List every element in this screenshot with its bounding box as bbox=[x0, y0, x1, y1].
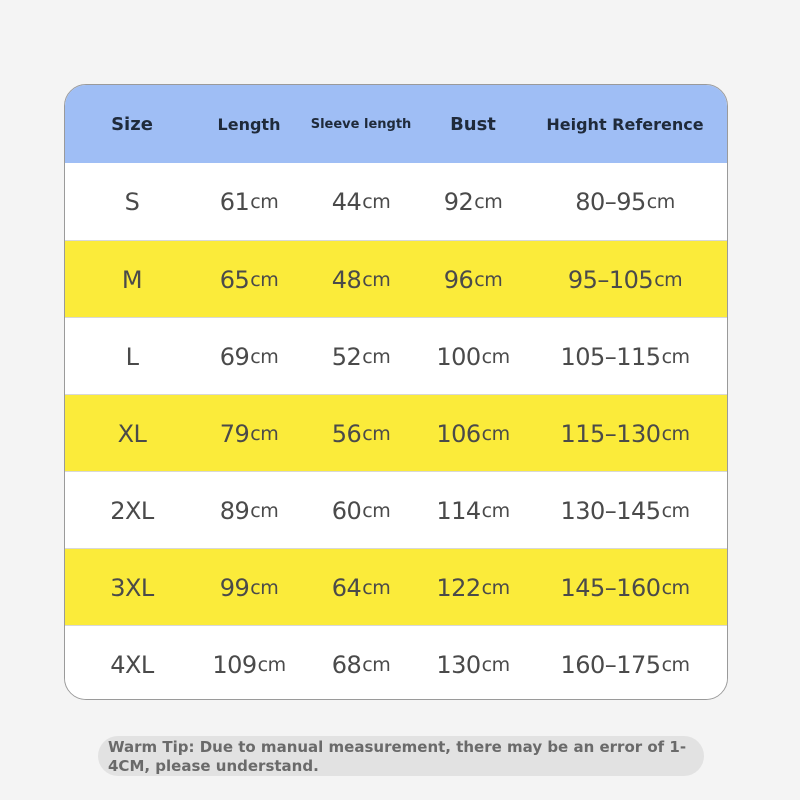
cell-value: XL bbox=[117, 419, 147, 448]
cell-sleeve-length bbox=[311, 318, 411, 395]
cell-sleeve-length bbox=[311, 163, 411, 240]
cell-height-reference bbox=[541, 318, 709, 395]
cell-value: 130–145 bbox=[560, 496, 661, 525]
cell-unit: cm bbox=[362, 499, 391, 522]
cell-length bbox=[199, 163, 299, 240]
cell-length bbox=[199, 395, 299, 472]
cell-value: 48 bbox=[331, 265, 362, 294]
cell-value: 60 bbox=[331, 496, 362, 525]
cell-unit: cm bbox=[250, 268, 279, 291]
cell-value: 160–175 bbox=[560, 650, 661, 679]
cell-size bbox=[85, 626, 179, 700]
table-row bbox=[65, 240, 727, 318]
table-header-row bbox=[65, 85, 727, 163]
cell-sleeve-length bbox=[311, 549, 411, 626]
header-sleeve-length: Sleeve length bbox=[310, 116, 412, 132]
cell-size bbox=[85, 318, 179, 395]
cell-length bbox=[199, 318, 299, 395]
cell-value: 61 bbox=[219, 187, 250, 216]
cell-unit: cm bbox=[362, 190, 391, 213]
cell-value: 79 bbox=[219, 419, 250, 448]
table-row bbox=[65, 394, 727, 472]
cell-unit: cm bbox=[474, 190, 503, 213]
cell-bust bbox=[423, 395, 523, 472]
cell-value: 122 bbox=[436, 573, 481, 602]
cell-value: 89 bbox=[219, 496, 250, 525]
cell-unit: cm bbox=[362, 422, 391, 445]
header-length: Length bbox=[217, 114, 281, 134]
table-row bbox=[65, 625, 727, 700]
cell-unit: cm bbox=[250, 422, 279, 445]
cell-value: 115–130 bbox=[560, 419, 661, 448]
header-size: Size bbox=[111, 113, 153, 135]
table-row bbox=[65, 548, 727, 626]
cell-value: 4XL bbox=[110, 650, 154, 679]
cell-unit: cm bbox=[250, 576, 279, 599]
cell-value: 96 bbox=[443, 265, 474, 294]
cell-value: M bbox=[121, 265, 143, 294]
cell-height-reference bbox=[541, 163, 709, 240]
header-height-reference: Height Reference bbox=[546, 114, 704, 134]
cell-unit: cm bbox=[362, 576, 391, 599]
cell-value: 44 bbox=[331, 187, 362, 216]
cell-unit: cm bbox=[250, 190, 279, 213]
cell-unit: cm bbox=[661, 499, 690, 522]
cell-value: 109 bbox=[212, 650, 257, 679]
cell-unit: cm bbox=[481, 653, 510, 676]
cell-bust bbox=[423, 163, 523, 240]
cell-value: L bbox=[125, 342, 139, 371]
cell-value: 3XL bbox=[110, 573, 154, 602]
cell-value: 145–160 bbox=[560, 573, 661, 602]
cell-value: 95–105 bbox=[567, 265, 654, 294]
cell-bust bbox=[423, 472, 523, 549]
cell-bust bbox=[423, 549, 523, 626]
cell-unit: cm bbox=[481, 422, 510, 445]
cell-unit: cm bbox=[661, 345, 690, 368]
cell-unit: cm bbox=[654, 268, 683, 291]
cell-size bbox=[85, 241, 179, 318]
cell-value: 56 bbox=[331, 419, 362, 448]
cell-size bbox=[85, 549, 179, 626]
cell-bust bbox=[423, 241, 523, 318]
cell-unit: cm bbox=[250, 345, 279, 368]
cell-length bbox=[199, 472, 299, 549]
cell-unit: cm bbox=[474, 268, 503, 291]
cell-value: 52 bbox=[331, 342, 362, 371]
cell-value: 80–95 bbox=[575, 187, 646, 216]
cell-unit: cm bbox=[250, 499, 279, 522]
cell-unit: cm bbox=[257, 653, 286, 676]
header-bust: Bust bbox=[450, 113, 496, 135]
cell-height-reference bbox=[541, 241, 709, 318]
cell-bust bbox=[423, 626, 523, 700]
cell-value: 69 bbox=[219, 342, 250, 371]
cell-value: 106 bbox=[436, 419, 481, 448]
cell-length bbox=[199, 626, 299, 700]
cell-height-reference bbox=[541, 472, 709, 549]
cell-sleeve-length bbox=[311, 241, 411, 318]
cell-unit: cm bbox=[362, 345, 391, 368]
cell-size bbox=[85, 163, 179, 240]
cell-sleeve-length bbox=[311, 472, 411, 549]
cell-unit: cm bbox=[362, 268, 391, 291]
cell-value: 99 bbox=[219, 573, 250, 602]
cell-value: 2XL bbox=[110, 496, 154, 525]
cell-value: 114 bbox=[436, 496, 481, 525]
cell-unit: cm bbox=[646, 190, 675, 213]
cell-value: 92 bbox=[443, 187, 474, 216]
cell-unit: cm bbox=[661, 576, 690, 599]
cell-height-reference bbox=[541, 395, 709, 472]
cell-unit: cm bbox=[362, 653, 391, 676]
cell-unit: cm bbox=[481, 345, 510, 368]
cell-unit: cm bbox=[661, 653, 690, 676]
cell-value: 65 bbox=[219, 265, 250, 294]
cell-size bbox=[85, 395, 179, 472]
table-row bbox=[65, 163, 727, 240]
cell-unit: cm bbox=[481, 499, 510, 522]
cell-length bbox=[199, 241, 299, 318]
cell-sleeve-length bbox=[311, 626, 411, 700]
cell-height-reference bbox=[541, 626, 709, 700]
cell-bust bbox=[423, 318, 523, 395]
cell-value: 130 bbox=[436, 650, 481, 679]
cell-value: 68 bbox=[331, 650, 362, 679]
cell-value: 64 bbox=[331, 573, 362, 602]
cell-length bbox=[199, 549, 299, 626]
cell-unit: cm bbox=[661, 422, 690, 445]
table-row bbox=[65, 471, 727, 549]
cell-height-reference bbox=[541, 549, 709, 626]
size-chart-table bbox=[64, 84, 728, 700]
cell-size bbox=[85, 472, 179, 549]
cell-value: S bbox=[124, 187, 140, 216]
cell-value: 100 bbox=[436, 342, 481, 371]
cell-value: 105–115 bbox=[560, 342, 661, 371]
cell-unit: cm bbox=[481, 576, 510, 599]
cell-sleeve-length bbox=[311, 395, 411, 472]
table-row bbox=[65, 317, 727, 395]
warm-tip-note: Warm Tip: Due to manual measurement, there may be an error of 1-4CM, please understand. bbox=[98, 736, 704, 776]
